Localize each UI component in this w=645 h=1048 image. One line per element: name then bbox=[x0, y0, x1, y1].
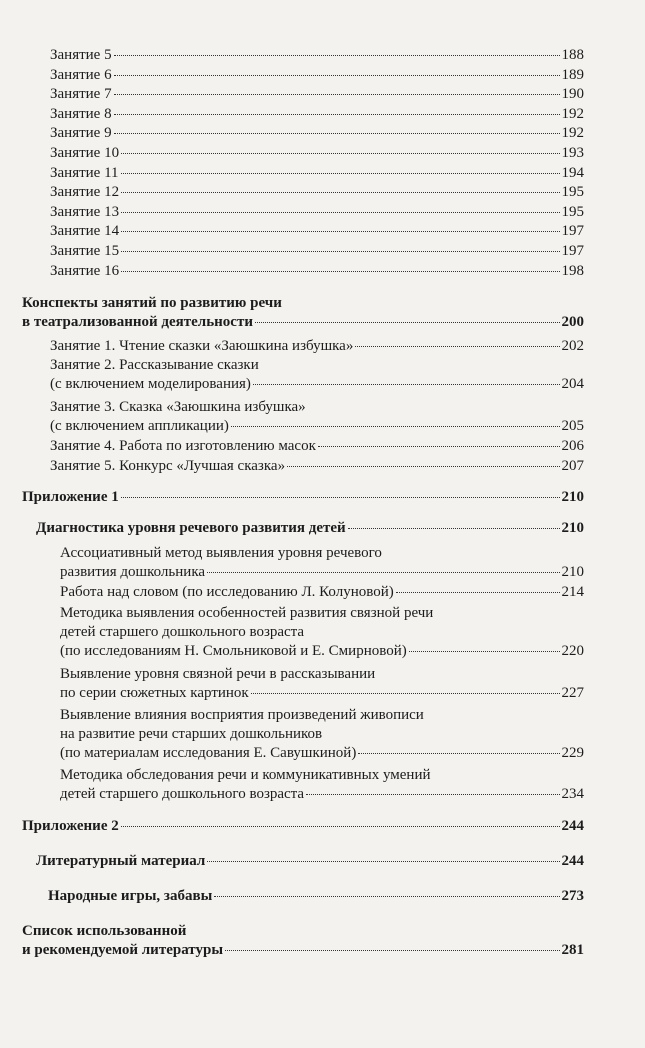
dot-leader bbox=[121, 497, 560, 498]
entry-title: Народные игры, забавы bbox=[48, 888, 213, 904]
entry-title: Занятие 13 bbox=[50, 203, 120, 220]
dot-leader bbox=[114, 75, 560, 76]
section-theatre-line1: Конспекты занятий по развитию речи bbox=[22, 295, 282, 311]
toc-entry-theatre-lesson-3[interactable] bbox=[50, 417, 584, 436]
section-theatre-line2: в театрализованной деятельности bbox=[22, 314, 253, 330]
toc-entry-diag-item-5[interactable] bbox=[60, 744, 584, 763]
entry-title: Занятие 12 bbox=[50, 184, 120, 201]
toc-entry-lesson[interactable] bbox=[50, 66, 584, 85]
diag-item-5-line2: на развитие речи старших дошкольников bbox=[60, 726, 323, 742]
entry-title: Занятие 16 bbox=[50, 262, 120, 279]
entry-title: (с включением аппликации) bbox=[50, 418, 229, 434]
page-number: 200 bbox=[561, 314, 584, 330]
entry-title: Занятие 9 bbox=[50, 125, 112, 142]
toc-entry-diag-item-2[interactable] bbox=[60, 583, 584, 602]
dot-leader bbox=[355, 346, 559, 347]
diag-item-3-line2: детей старшего дошкольного возраста bbox=[60, 624, 305, 640]
diag-item-3-line1: Методика выявления особенностей развития связной речи bbox=[60, 605, 434, 621]
dot-leader bbox=[251, 693, 560, 694]
toc-entry-diag-item-1[interactable] bbox=[60, 563, 584, 582]
page-number: 192 bbox=[561, 125, 584, 142]
page-number: 188 bbox=[561, 47, 584, 63]
page-number: 195 bbox=[561, 184, 584, 201]
dot-leader bbox=[253, 384, 560, 385]
toc-entry-diag-item-3[interactable] bbox=[60, 642, 584, 661]
page-number: 227 bbox=[561, 685, 584, 701]
entry-title: Занятие 14 bbox=[50, 223, 120, 240]
toc-entry-lesson[interactable] bbox=[50, 203, 584, 222]
entry-title: (по материалам исследования Е. Савушкиной) bbox=[60, 745, 357, 761]
page-number: 281 bbox=[561, 942, 584, 958]
dot-leader bbox=[396, 592, 560, 593]
toc-entry-diag-item-4[interactable] bbox=[60, 684, 584, 703]
dot-leader bbox=[207, 861, 559, 862]
entry-title: Занятие 7 bbox=[50, 86, 112, 103]
toc-entry-theatre-lesson-1[interactable] bbox=[50, 337, 584, 356]
dot-leader bbox=[348, 528, 560, 529]
page-number: 210 bbox=[561, 564, 584, 580]
diag-item-5-line1: Выявление влияния восприятия произведений живописи bbox=[60, 707, 424, 723]
toc-entry-folk-games[interactable] bbox=[48, 887, 584, 906]
dot-leader bbox=[121, 251, 559, 252]
section-theatre-entry[interactable] bbox=[22, 313, 584, 332]
page-number: 210 bbox=[561, 520, 584, 536]
toc-entry-lesson[interactable] bbox=[50, 144, 584, 163]
toc-entry-literary-material[interactable] bbox=[36, 852, 584, 871]
page-number: 189 bbox=[561, 66, 584, 83]
page-number: 244 bbox=[561, 818, 584, 834]
toc-entry-lesson[interactable] bbox=[50, 105, 584, 124]
entry-title: развития дошкольника bbox=[60, 564, 206, 580]
entry-title: (по исследованиям Н. Смольниковой и Е. Смирновой) bbox=[60, 643, 407, 659]
toc-entry-lesson[interactable] bbox=[50, 242, 584, 261]
theatre-lesson-2-line1: Занятие 2. Рассказывание сказки bbox=[50, 357, 259, 373]
entry-title: Занятие 15 bbox=[50, 243, 120, 259]
page-number: 197 bbox=[561, 223, 584, 240]
toc-entry-lesson[interactable] bbox=[50, 262, 584, 281]
entry-title: Занятие 8 bbox=[50, 105, 112, 122]
entry-title: Занятие 4. Работа по изготовлению масок bbox=[50, 438, 316, 454]
toc-entry-diagnostics[interactable] bbox=[36, 519, 584, 538]
diag-item-6-line1: Методика обследования речи и коммуникативных умений bbox=[60, 767, 431, 783]
dot-leader bbox=[225, 950, 559, 951]
dot-leader bbox=[114, 94, 560, 95]
page-number: 193 bbox=[561, 145, 584, 161]
toc-entry-theatre-lesson-5[interactable] bbox=[50, 457, 584, 476]
toc-entry-lesson[interactable] bbox=[50, 164, 584, 183]
diag-item-4-line1: Выявление уровня связной речи в рассказывании bbox=[60, 666, 376, 682]
page-number: 197 bbox=[561, 243, 584, 259]
page-number: 244 bbox=[561, 853, 584, 869]
dot-leader bbox=[255, 322, 560, 323]
page-number: 214 bbox=[561, 584, 584, 600]
toc-entry-appendix-2[interactable] bbox=[22, 817, 584, 836]
dot-leader bbox=[121, 173, 560, 174]
page-number: 207 bbox=[561, 458, 584, 474]
dot-leader bbox=[306, 794, 559, 795]
page-number: 204 bbox=[561, 376, 584, 392]
page-number: 220 bbox=[561, 643, 584, 659]
dot-leader bbox=[409, 651, 560, 652]
dot-leader bbox=[121, 231, 559, 232]
dot-leader bbox=[121, 153, 559, 154]
page-number: 190 bbox=[561, 86, 584, 103]
entry-title: Приложение 1 bbox=[22, 489, 119, 505]
page-number: 229 bbox=[561, 745, 584, 761]
diag-item-1-line1: Ассоциативный метод выявления уровня речевого bbox=[60, 545, 382, 561]
dot-leader bbox=[121, 271, 559, 272]
dot-leader bbox=[114, 114, 560, 115]
entry-title: Занятие 1. Чтение сказки «Заюшкина избушка» bbox=[50, 338, 354, 354]
entry-title: по серии сюжетных картинок bbox=[60, 685, 249, 701]
dot-leader bbox=[214, 896, 559, 897]
dot-leader bbox=[114, 55, 560, 56]
dot-leader bbox=[287, 466, 559, 467]
page-number: 234 bbox=[561, 786, 584, 802]
toc-entry-lesson[interactable] bbox=[50, 183, 584, 202]
toc-entry-lesson[interactable] bbox=[50, 46, 584, 65]
dot-leader bbox=[207, 572, 559, 573]
page-number: 195 bbox=[561, 203, 584, 220]
entry-title: Занятие 5. Конкурс «Лучшая сказка» bbox=[50, 458, 286, 474]
toc-entry-appendix-1[interactable] bbox=[22, 488, 584, 507]
toc-entry-theatre-lesson-4[interactable] bbox=[50, 437, 584, 456]
page-number: 210 bbox=[561, 489, 584, 505]
page-number: 192 bbox=[561, 105, 584, 122]
bibliography-line1: Список использованной bbox=[22, 923, 187, 939]
page-number: 198 bbox=[561, 262, 584, 279]
entry-title: детей старшего дошкольного возраста bbox=[60, 786, 305, 802]
theatre-lesson-3-line1: Занятие 3. Сказка «Заюшкина избушка» bbox=[50, 399, 306, 415]
page-number: 194 bbox=[561, 164, 584, 181]
toc-entry-lesson[interactable] bbox=[50, 124, 584, 143]
entry-title: Литературный материал bbox=[36, 853, 206, 869]
toc-entry-bibliography[interactable] bbox=[22, 941, 584, 960]
dot-leader bbox=[121, 212, 559, 213]
dot-leader bbox=[231, 426, 560, 427]
entry-title: (с включением моделирования) bbox=[50, 376, 251, 392]
dot-leader bbox=[358, 753, 559, 754]
page-number: 202 bbox=[561, 338, 584, 354]
page-number: 205 bbox=[561, 418, 584, 434]
toc-entry-lesson[interactable] bbox=[50, 85, 584, 104]
entry-title: Занятие 10 bbox=[50, 145, 120, 161]
entry-title: Занятие 6 bbox=[50, 66, 112, 83]
entry-title: Занятие 5 bbox=[50, 47, 112, 63]
entry-title: Занятие 11 bbox=[50, 164, 119, 181]
dot-leader bbox=[318, 446, 560, 447]
entry-title: Диагностика уровня речевого развития детей bbox=[36, 520, 346, 536]
toc-entry-theatre-lesson-2[interactable] bbox=[50, 375, 584, 394]
entry-title: Работа над словом (по исследованию Л. Колуновой) bbox=[60, 584, 394, 600]
entry-title: Приложение 2 bbox=[22, 818, 119, 834]
entry-title: и рекомендуемой литературы bbox=[22, 942, 224, 958]
toc-entry-diag-item-6[interactable] bbox=[60, 785, 584, 804]
page-number: 273 bbox=[561, 888, 584, 904]
dot-leader bbox=[114, 133, 560, 134]
toc-entry-lesson[interactable] bbox=[50, 222, 584, 241]
page-number: 206 bbox=[561, 438, 584, 454]
dot-leader bbox=[121, 826, 560, 827]
dot-leader bbox=[121, 192, 559, 193]
